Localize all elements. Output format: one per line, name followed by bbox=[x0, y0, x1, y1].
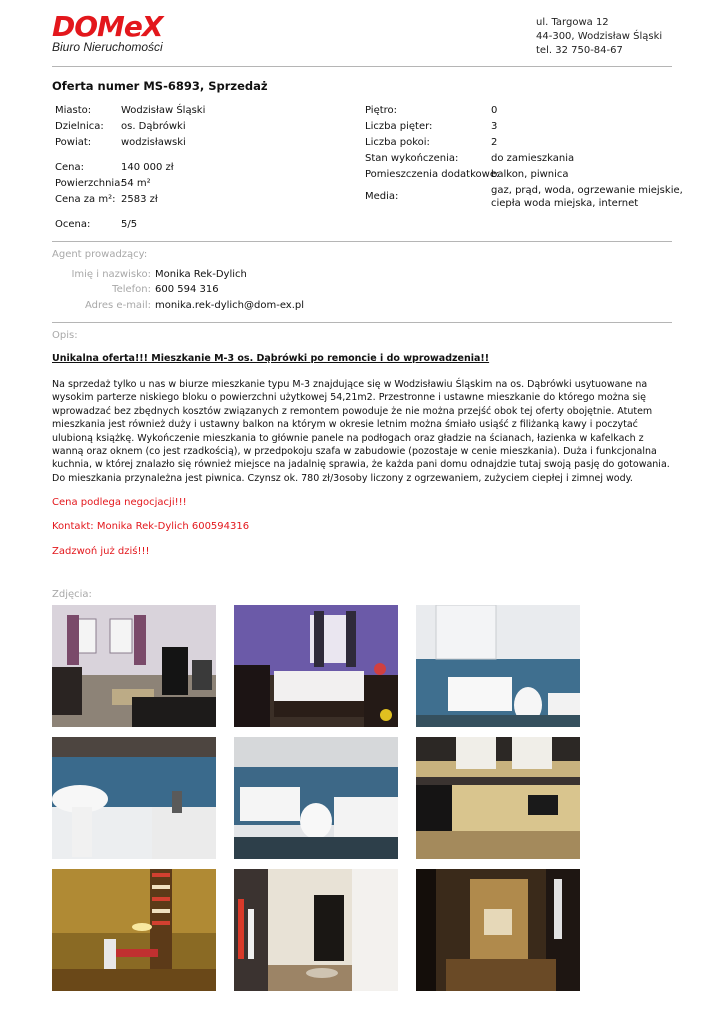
detail-label-price: Cena: bbox=[55, 162, 84, 173]
offer-title: Oferta numer MS-6893, Sprzedaż bbox=[52, 79, 268, 93]
detail-label-area: Powierzchnia: bbox=[55, 178, 124, 189]
agent-name: Monika Rek-Dylich bbox=[155, 269, 247, 280]
photo-bathroom-toilet[interactable] bbox=[234, 737, 398, 859]
detail-value-rating: 5/5 bbox=[121, 219, 138, 230]
agent-name-label: Imię i nazwisko: bbox=[71, 269, 151, 280]
detail-label-floors-count: Liczba pięter: bbox=[365, 121, 433, 132]
description-body: Na sprzedaż tylko u nas w biurze mieszkanie typu M-3 znajdujące się w Wodzisławiu Śląskim na os. Dąbrówki usytuowane na wysokim parterze niskiego bloku o powierzchni użytkowej 54,21m2. Przestronne i ustawne mieszkanie do którego można się wprowadzać bez zbędnych kosztów związanych z remontem powoduje że nie można przejść obok tej oferty obojętnie. Atutem mieszkania jest również duży i ustawny balkon na którym w okresie letnim można śmiało usiąść z filiżanką kawy i poczytać ulubioną książkę. Wykończenie mieszkania to głównie panele na podłogach oraz gładzie na ścianach, łazienka w kafelkach z wanną oraz oknem (co jest rzadkością), w przedpokoju szafa w zabudowie (pozostaje w cenie mieszkania). Duża i funkcjonalna kuchnia, w której znalazło się również miejsce na jadalnię sprawia, że każda pani domu odnajdzie tutaj swoją pasję do gotowania. Do mieszkania przynależna jest piwnica. Czynsz ok. 780 zł/3osoby liczony z ogrzewaniem, zużyciem ciepłej i zimnej wody. bbox=[52, 379, 670, 484]
photo-hallway-door[interactable] bbox=[234, 869, 398, 991]
logo-subtitle: Biuro Nieruchomości bbox=[52, 40, 163, 54]
header-divider bbox=[52, 66, 672, 67]
agent-phone-label: Telefon: bbox=[112, 284, 151, 295]
detail-value-price-per-m2: 2583 zł bbox=[121, 194, 158, 205]
detail-label-county: Powiat: bbox=[55, 137, 92, 148]
detail-label-city: Miasto: bbox=[55, 105, 92, 116]
agent-phone: 600 594 316 bbox=[155, 284, 219, 295]
detail-value-utilities-line1: gaz, prąd, woda, ogrzewanie miejskie, bbox=[491, 185, 683, 196]
detail-value-district: os. Dąbrówki bbox=[121, 121, 186, 132]
photo-bedroom[interactable] bbox=[234, 605, 398, 727]
description-section-label: Opis: bbox=[52, 330, 78, 341]
photo-bathroom-tub[interactable] bbox=[416, 605, 580, 727]
detail-value-area: 54 m² bbox=[121, 178, 151, 189]
detail-label-rating: Ocena: bbox=[55, 219, 91, 230]
detail-label-extra-rooms: Pomieszczenia dodatkowe: bbox=[365, 169, 500, 180]
photo-hallway-view[interactable] bbox=[416, 869, 580, 991]
photo-dining-corner[interactable] bbox=[52, 869, 216, 991]
detail-value-city: Wodzisław Śląski bbox=[121, 105, 206, 116]
detail-label-price-per-m2: Cena za m²: bbox=[55, 194, 116, 205]
detail-label-floor: Piętro: bbox=[365, 105, 398, 116]
company-phone: tel. 32 750-84-67 bbox=[536, 45, 623, 56]
detail-value-county: wodzisławski bbox=[121, 137, 186, 148]
address-city: 44-300, Wodzisław Śląski bbox=[536, 31, 663, 42]
detail-value-utilities-line2: ciepła woda miejska, internet bbox=[491, 198, 639, 209]
detail-value-condition: do zamieszkania bbox=[491, 153, 575, 164]
detail-label-rooms: Liczba pokoi: bbox=[365, 137, 430, 148]
detail-label-condition: Stan wykończenia: bbox=[365, 153, 459, 164]
agent-email[interactable]: monika.rek-dylich@dom-ex.pl bbox=[155, 300, 305, 311]
detail-value-floors-count: 3 bbox=[491, 121, 498, 132]
negotiation-note: Cena podlega negocjacji!!! bbox=[52, 497, 187, 508]
agent-divider bbox=[52, 322, 672, 323]
call-to-action-note: Zadzwoń już dziś!!! bbox=[52, 546, 150, 557]
contact-note: Kontakt: Monika Rek-Dylich 600594316 bbox=[52, 521, 250, 532]
details-divider bbox=[52, 241, 672, 242]
photos-section-label: Zdjęcia: bbox=[52, 589, 92, 600]
detail-label-utilities: Media: bbox=[365, 191, 399, 202]
detail-value-extra-rooms: balkon, piwnica bbox=[491, 169, 569, 180]
photo-kitchen[interactable] bbox=[416, 737, 580, 859]
detail-value-floor: 0 bbox=[491, 105, 498, 116]
detail-value-rooms: 2 bbox=[491, 137, 498, 148]
company-logo bbox=[52, 12, 212, 56]
detail-label-district: Dzielnica: bbox=[55, 121, 104, 132]
company-address bbox=[536, 16, 662, 58]
address-street: ul. Targowa 12 bbox=[536, 17, 609, 28]
agent-section-label: Agent prowadzący: bbox=[52, 249, 148, 260]
agent-email-label: Adres e-mail: bbox=[84, 300, 151, 311]
logo-text: DOMeX bbox=[52, 10, 163, 43]
detail-value-price: 140 000 zł bbox=[121, 162, 174, 173]
description-headline: Unikalna oferta!!! Mieszkanie M-3 os. Dąbrówki po remoncie i do wprowadzenia!! bbox=[52, 353, 490, 364]
photo-living-room[interactable] bbox=[52, 605, 216, 727]
photo-bathroom-sink[interactable] bbox=[52, 737, 216, 859]
